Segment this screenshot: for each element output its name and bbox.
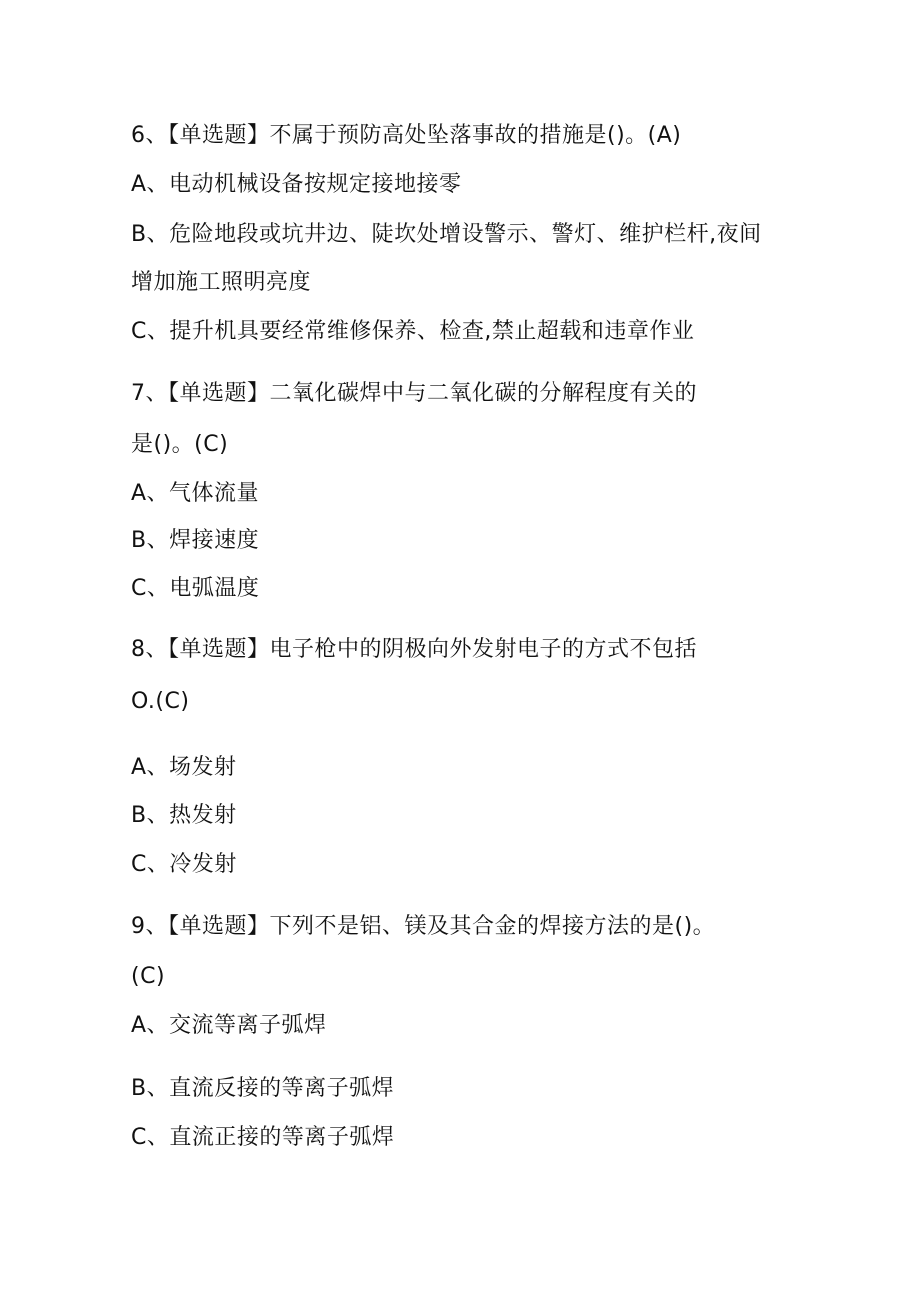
question-6-stem: 6、【单选题】不属于预防高处坠落事故的措施是()。(A) xyxy=(131,123,682,148)
question-7-option-a: A、气体流量 xyxy=(131,481,260,506)
question-7-stem-continued: 是()。(C) xyxy=(131,432,229,457)
question-9-option-b: B、直流反接的等离子弧焊 xyxy=(131,1076,395,1101)
question-9-stem: 9、【单选题】下列不是铝、镁及其合金的焊接方法的是()。 xyxy=(131,914,716,939)
question-7-option-c: C、电弧温度 xyxy=(131,576,260,601)
question-9-option-c: C、直流正接的等离子弧焊 xyxy=(131,1125,395,1150)
question-6-option-c: C、提升机具要经常维修保养、检查,禁止超载和违章作业 xyxy=(131,319,695,344)
question-8-stem: 8、【单选题】电子枪中的阴极向外发射电子的方式不包括 xyxy=(131,637,697,662)
question-8-option-c: C、冷发射 xyxy=(131,852,237,877)
question-6-option-b: B、危险地段或坑井边、陡坎处增设警示、警灯、维护栏杆,夜间 xyxy=(131,222,762,247)
question-6-option-b-continued: 增加施工照明亮度 xyxy=(131,270,312,295)
question-9-option-a: A、交流等离子弧焊 xyxy=(131,1013,327,1038)
question-8-option-a: A、场发射 xyxy=(131,755,237,780)
question-6-option-a: A、电动机械设备按规定接地接零 xyxy=(131,172,462,197)
question-8-stem-continued: O.(C) xyxy=(131,689,190,714)
question-7-option-b: B、焊接速度 xyxy=(131,528,260,553)
question-8-option-b: B、热发射 xyxy=(131,803,237,828)
question-7-stem: 7、【单选题】二氧化碳焊中与二氧化碳的分解程度有关的 xyxy=(131,381,697,406)
question-9-stem-continued: (C) xyxy=(131,964,166,989)
